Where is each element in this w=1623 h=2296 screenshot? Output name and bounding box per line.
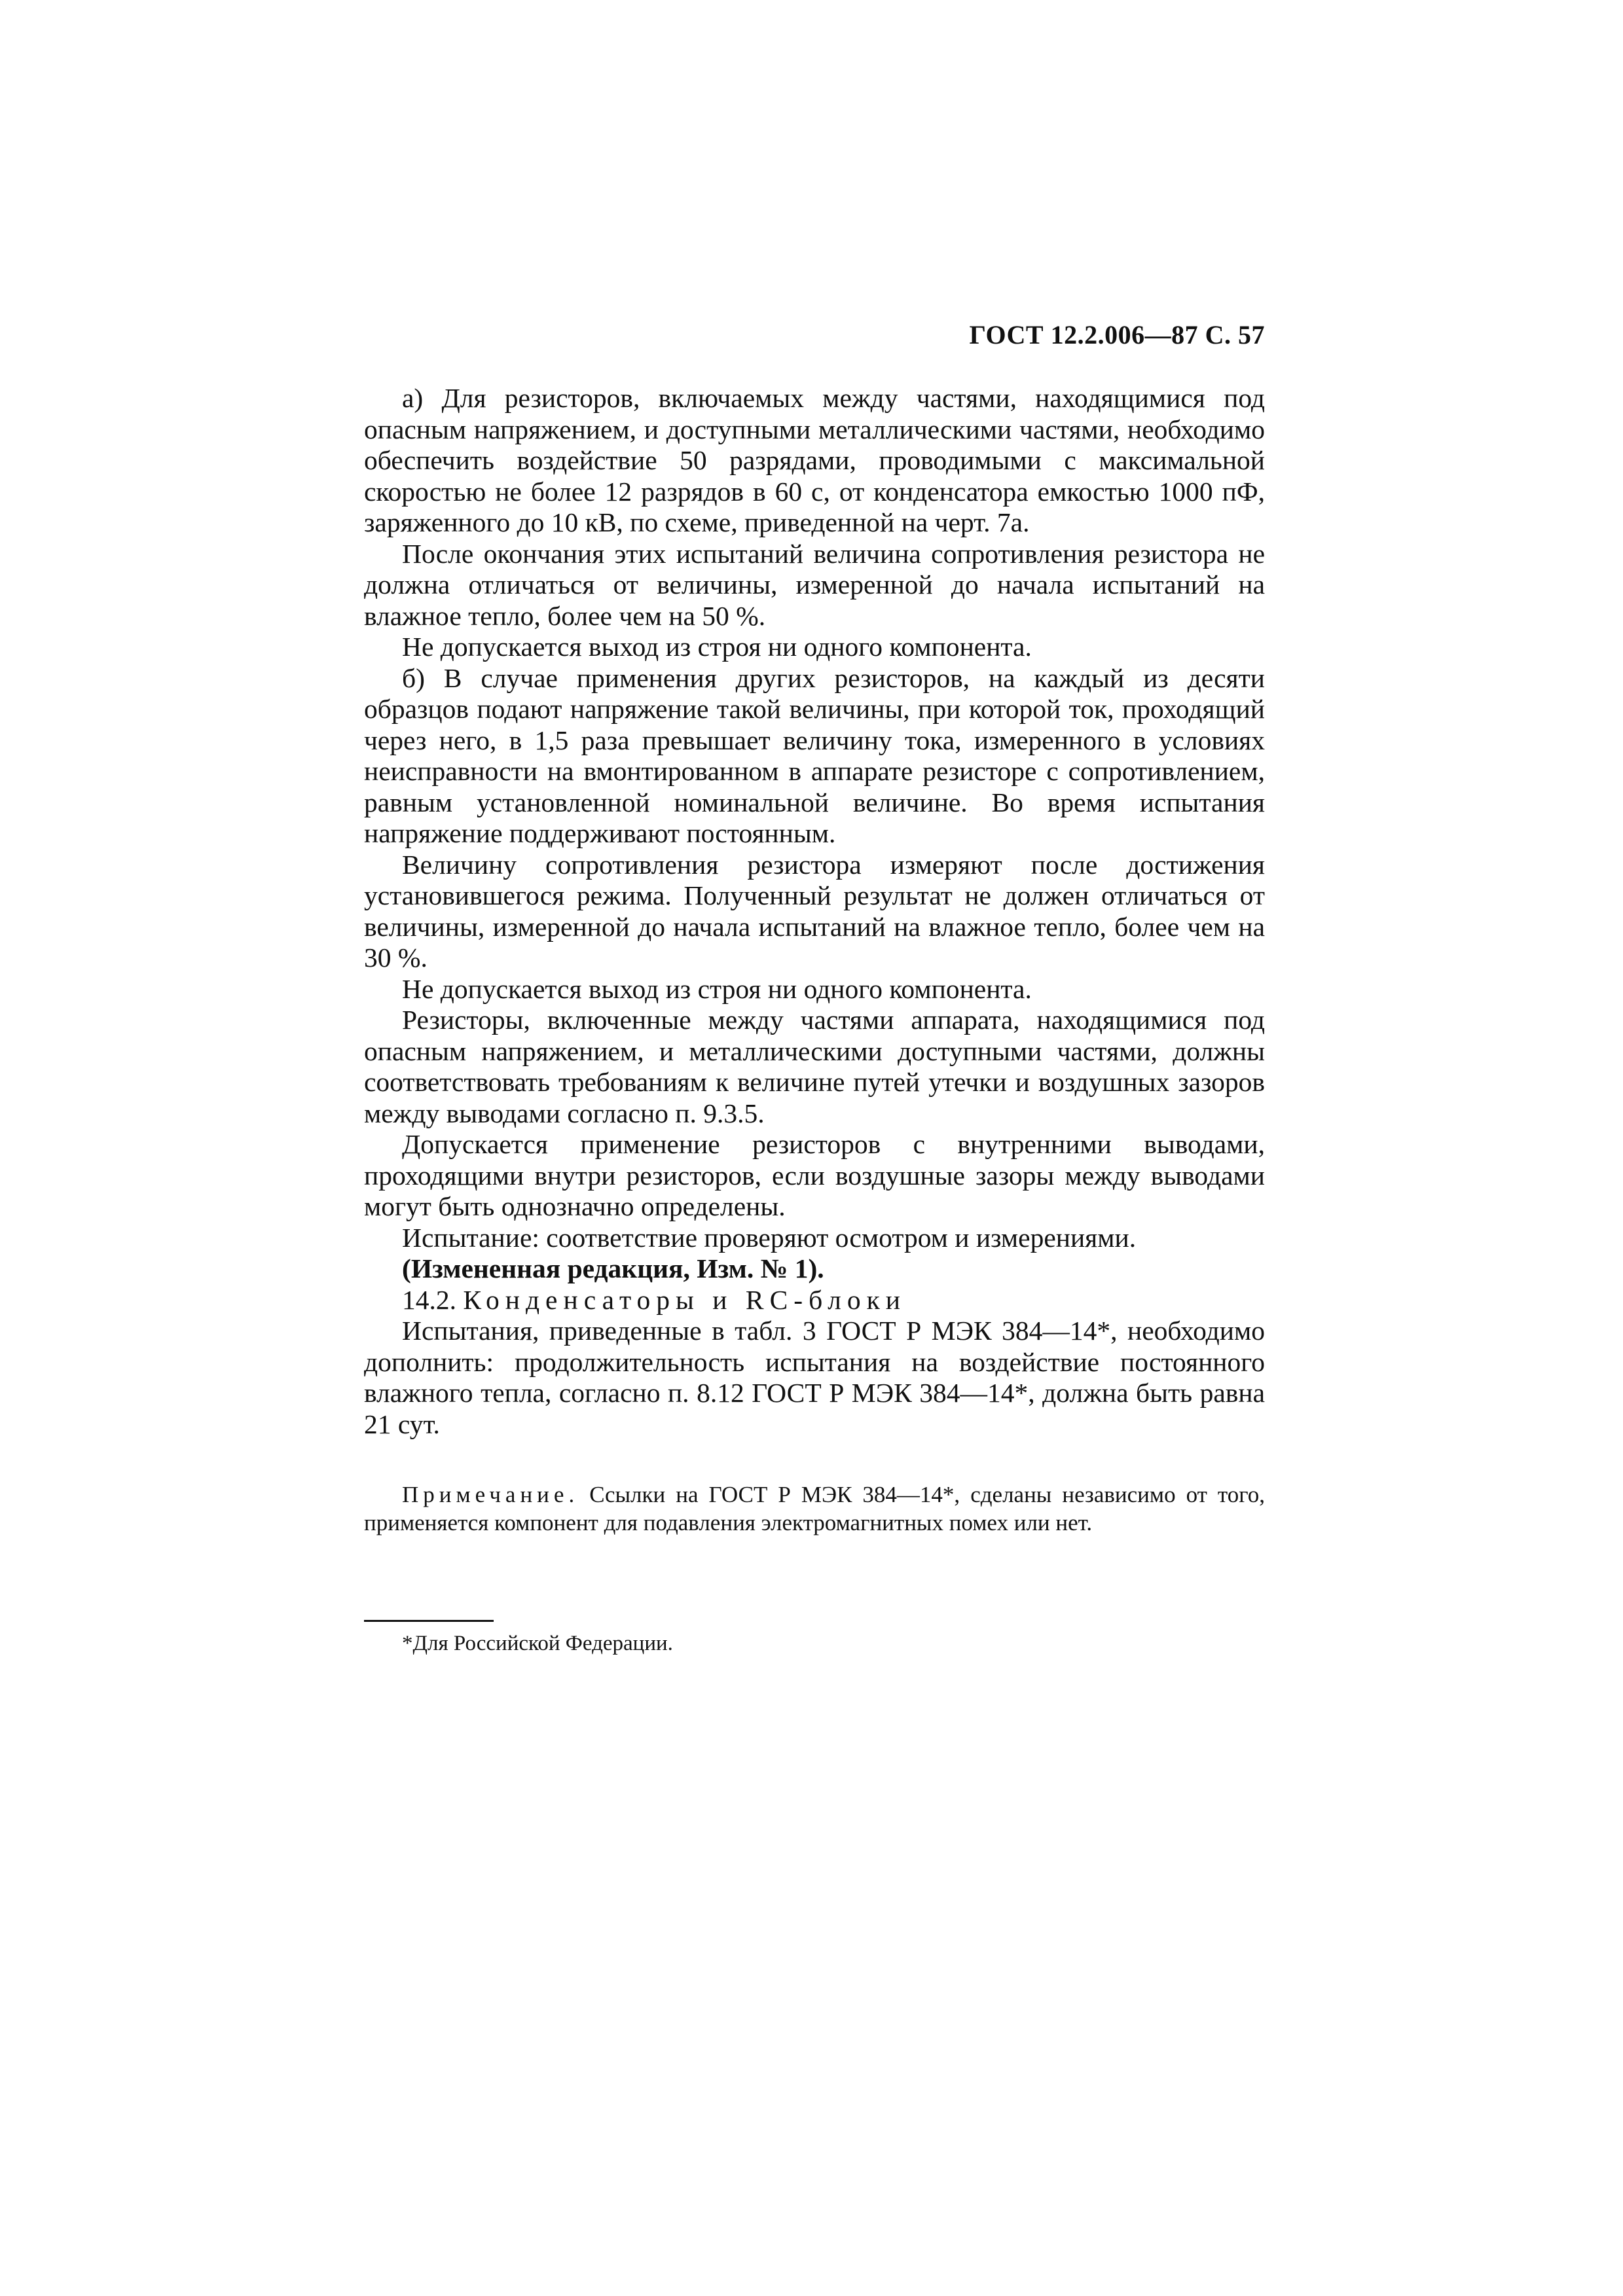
paragraph: Не допускается выход из строя ни одного компонента.: [402, 973, 1032, 1004]
paragraph: Величину сопротивления резистора измеряют после достижения установившегося режима. Полученный результат не должен отличаться от величины, измеренной до начала испытаний на влажное тепло, более чем на 30 %.: [364, 849, 1265, 973]
footnote-divider: [364, 1620, 494, 1622]
body-text: [364, 383, 1265, 1440]
footnote: *Для Российской Федерации.: [402, 1632, 673, 1655]
paragraph-b: б) В случае применения других резисторов, на каждый из десяти образцов подают напряжение такой величины, при которой ток, проходящий через него, в 1,5 раза превышает величину тока, измеренного в условиях неисправности на вмонтированном в аппарате резисторе с сопротивлением, равным установленной номинальной величине. Во время испытания напряжение поддерживают постоянным.: [364, 662, 1265, 848]
note-text: Ссылки на ГОСТ Р МЭК 384—14*, сделаны независимо от того, применяется компонент для подавления электромагнитных помех или нет.: [364, 1482, 1266, 1535]
paragraph: Допускается применение резисторов с внутренними выводами, проходящими внутри резисторов, если воздушные зазоры между выводами могут быть однозначно определены.: [364, 1129, 1265, 1221]
paragraph: Испытание: соответствие проверяют осмотром и измерениями.: [402, 1222, 1137, 1253]
paragraph-a: а) Для резисторов, включаемых между частями, находящимися под опасным напряжением, и доступными металлическими частями, необходимо обеспечить воздействие 50 разрядами, проводимыми с максимальной скоростью не более 12 разрядов в 60 с, от конденсатора емкостью 1000 пФ, заряженного до 10 кВ, по схеме, приведенной на черт. 7а.: [364, 383, 1265, 537]
section-number: 14.2.: [402, 1284, 456, 1315]
paragraph: Испытания, приведенные в табл. 3 ГОСТ Р МЭК 384—14*, необходимо дополнить: продолжительность испытания на воздействие постоянного влажного тепла, согласно п. 8.12 ГОСТ Р МЭК 384—14*, должна быть равна 21 сут.: [364, 1316, 1265, 1439]
section-title: Конденсаторы и RC-блоки: [463, 1284, 906, 1315]
paragraph: После окончания этих испытаний величина сопротивления резистора не должна отличаться от величины, измеренной до начала испытаний на влажное тепло, более чем на 50 %.: [364, 538, 1265, 631]
amendment-note: (Измененная редакция, Изм. № 1).: [402, 1253, 824, 1283]
note-label: Примечание.: [402, 1482, 579, 1507]
section-heading: [364, 1285, 1265, 1316]
paragraph: Резисторы, включенные между частями аппарата, находящимися под опасным напряжением, и металлическими доступными частями, должны соответствовать требованиям к величине путей утечки и воздушных зазоров между выводами согласно п. 9.3.5.: [364, 1005, 1265, 1128]
running-header: ГОСТ 12.2.006—87 С. 57: [969, 320, 1265, 350]
note-block: [364, 1480, 1265, 1537]
paragraph: Не допускается выход из строя ни одного компонента.: [402, 632, 1032, 662]
